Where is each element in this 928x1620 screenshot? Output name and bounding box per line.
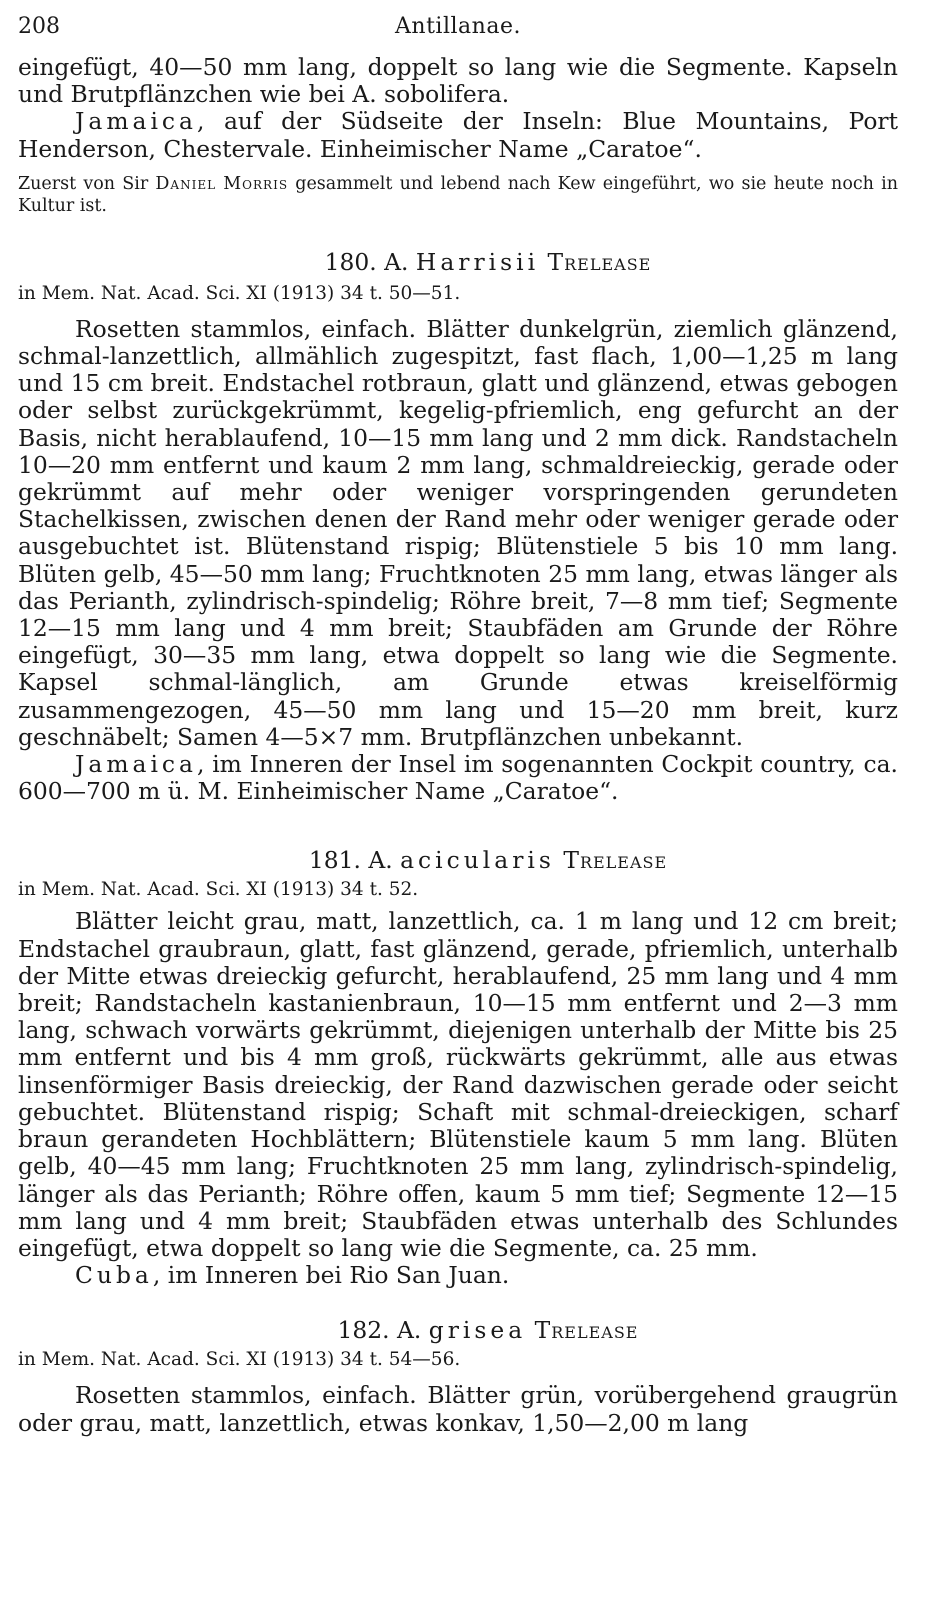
page-number: 208 <box>18 14 60 39</box>
intro-note <box>18 173 898 217</box>
species-heading-182 <box>78 1317 898 1344</box>
species-author: Trelease <box>539 247 652 276</box>
book-page <box>18 14 898 1437</box>
locality-text: , im Inneren bei Rio San Juan. <box>152 1261 510 1290</box>
species-locality-181 <box>18 1262 898 1289</box>
note-text-b: gesammelt und lebend nach Kew eingeführt, wo sie heute noch in Kultur ist. <box>18 173 898 216</box>
species-description-181: Blätter leicht grau, matt, lanzettlich, ca. 1 m lang und 12 cm breit; Endstachel graubraun, glatt, fast glänzend, gerade, pfriemlich, unterhalb der Mitte etwas dreieckig gefurcht, herablaufend, 25 mm lang und 4 mm breit; Randstacheln kastanienbraun, 10—15 mm entfernt und 2—3 mm lang, schwach vorwärts gekrümmt, diejenigen unterhalb der Mitte bis 25 mm entfernt und bis 4 mm groß, rückwärts gekrümmt, alle aus etwas linsenförmiger Basis dreieckig, der Rand dazwischen gerade oder seicht gebuchtet. Blütenstand rispig; Schaft mit schmal-dreieckigen, scharf braun gerandeten Hochblättern; Blütenstiele kaum 5 mm lang. Blüten gelb, 40—45 mm lang; Fruchtknoten 25 mm lang, zylindrisch-spindelig, länger als das Perianth; Röhre offen, kaum 5 mm tief; Segmente 12—15 mm lang und 4 mm breit; Staubfäden etwas unterhalb des Schlundes eingefügt, etwa doppelt so lang wie die Segmente, ca. 25 mm. <box>18 907 898 1262</box>
note-text-a: Zuerst von Sir <box>18 173 156 194</box>
collector-last-name: Morris <box>223 173 289 194</box>
locality-place: Jamaica <box>75 750 197 779</box>
locality-text: , im Inneren der Insel im sogenannten Cockpit country, ca. 600—700 m ü. M. Einheimischer Name „Caratoe“. <box>18 750 898 806</box>
species-citation-182: in Mem. Nat. Acad. Sci. XI (1913) 34 t. 54—56. <box>18 1349 461 1371</box>
species-number: 180. A. <box>324 247 416 276</box>
locality-place: Jamaica <box>75 107 197 136</box>
running-title: Antillanae. <box>395 14 521 39</box>
species-name: Harrisii <box>415 247 540 276</box>
species-description-182: Rosetten stammlos, einfach. Blätter grün, vorübergehend graugrün oder grau, matt, lanzettlich, etwas konkav, 1,50—2,00 m lang <box>18 1381 898 1437</box>
species-number: 181. A. <box>308 846 401 875</box>
species-locality-180 <box>18 751 898 805</box>
locality-text: , auf der Südseite der Inseln: Blue Mountains, Port Henderson, Chestervale. Einheimischer Name „Caratoe“. <box>18 107 898 163</box>
running-header <box>18 14 898 54</box>
species-author: Trelease <box>526 1316 639 1345</box>
intro-locality <box>18 108 898 162</box>
species-name: grisea <box>428 1316 527 1345</box>
species-number: 182. A. <box>337 1316 429 1345</box>
intro-paragraph: eingefügt, 40—50 mm lang, doppelt so lang wie die Segmente. Kapseln und Brutpflänzchen wie bei A. sobolifera. <box>18 53 898 109</box>
species-citation-180: in Mem. Nat. Acad. Sci. XI (1913) 34 t. 50—51. <box>18 282 461 304</box>
species-heading-181 <box>78 847 898 874</box>
collector-first-name: Daniel <box>155 173 217 194</box>
species-heading-180 <box>78 249 898 276</box>
species-citation-181: in Mem. Nat. Acad. Sci. XI (1913) 34 t. 52. <box>18 879 419 901</box>
species-name: acicularis <box>400 846 555 875</box>
locality-place: Cuba <box>75 1261 153 1290</box>
species-description-180: Rosetten stammlos, einfach. Blätter dunkelgrün, ziemlich glänzend, schmal-lanzettlich, allmählich zugespitzt, fast flach, 1,00—1,25 m lang und 15 cm breit. Endstachel rotbraun, glatt und glänzend, etwas gebogen oder selbst zurückgekrümmt, kegelig-pfriemlich, eng gefurcht an der Basis, nicht herablaufend, 10—15 mm lang und 2 mm dick. Randstacheln 10—20 mm entfernt und kaum 2 mm lang, schmaldreieckig, gerade oder gekrümmt auf mehr oder weniger vorspringenden gerundeten Stachelkissen, zwischen denen der Rand mehr oder weniger gerade oder ausgebuchtet ist. Blütenstand rispig; Blütenstiele 5 bis 10 mm lang. Blüten gelb, 45—50 mm lang; Fruchtknoten 25 mm lang, etwas länger als das Perianth, zylindrisch-spindelig; Röhre breit, 7—8 mm tief; Segmente 12—15 mm lang und 4 mm breit; Staubfäden am Grunde der Röhre eingefügt, 30—35 mm lang, etwa doppelt so lang wie die Segmente. Kapsel schmal-länglich, am Grunde etwas kreiselförmig zusammengezogen, 45—50 mm lang und 15—20 mm breit, kurz geschnäbelt; Samen 4—5×7 mm. Brutpflänzchen unbekannt. <box>18 314 898 751</box>
species-author: Trelease <box>554 846 668 875</box>
